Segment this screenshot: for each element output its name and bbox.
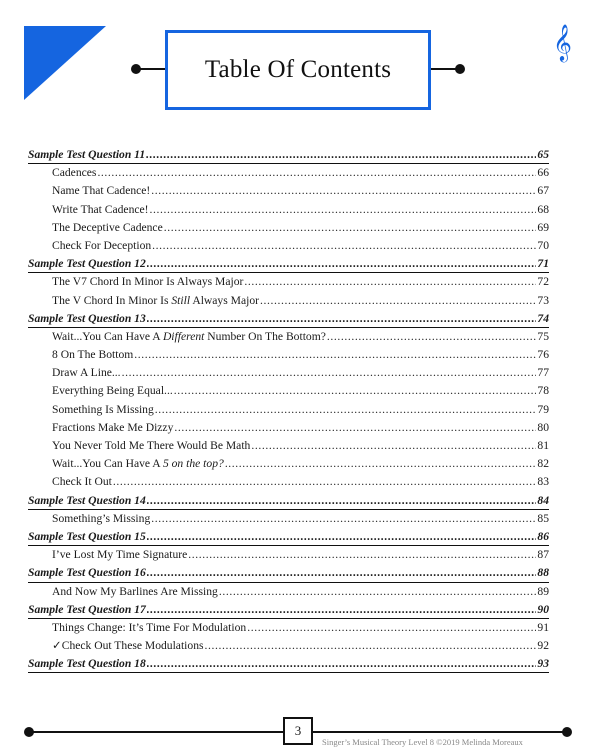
- toc-page-number: 87: [537, 548, 549, 562]
- toc-title-part: Sample Test Question 16: [28, 566, 146, 580]
- dot-leader: [152, 237, 536, 255]
- toc-title-part: Draw A Line...: [52, 366, 121, 380]
- toc-entry-row[interactable]: [28, 619, 549, 637]
- dot-leader: [151, 182, 536, 200]
- toc-entry-title: [52, 455, 224, 473]
- toc-title-part: The V Chord In Minor Is: [52, 293, 172, 307]
- toc-title-part: You Never Told Me There Would Be Math: [52, 439, 251, 452]
- toc-title-part: Sample Test Question 14: [28, 493, 146, 507]
- dot-leader: [205, 637, 537, 655]
- toc-entry-title: [52, 364, 121, 382]
- toc-entry-row[interactable]: [28, 473, 549, 491]
- footer-credit: Singer’s Musical Theory Level 8 ©2019 Melinda Moreaux: [322, 737, 523, 747]
- dot-leader: [113, 473, 537, 491]
- toc-entry-title: [52, 419, 173, 437]
- toc-page-number: 92: [537, 639, 549, 653]
- toc-page-number: 70: [537, 238, 549, 252]
- toc-entry-title: [28, 564, 146, 582]
- toc-title-part: The Deceptive Cadence: [52, 220, 163, 234]
- toc-page-number: 78: [537, 384, 549, 398]
- dot-leader: [147, 528, 537, 546]
- toc-page-number: 67: [537, 184, 549, 198]
- toc-entry-title: [52, 201, 149, 219]
- toc-title-part: Wait...You Can Have A: [52, 329, 163, 343]
- toc-section-row[interactable]: [28, 528, 549, 546]
- dot-leader: [150, 201, 537, 219]
- toc-page-number: 65: [537, 148, 549, 161]
- toc-entry-title: [52, 437, 250, 455]
- toc-title-part: I’ve Lost My Time Signature: [52, 548, 188, 562]
- toc-page-number: 81: [537, 439, 549, 452]
- toc-title-part: Sample Test Question 18: [28, 657, 146, 671]
- toc-entry-title: [52, 273, 243, 291]
- toc-entry-row[interactable]: [28, 437, 549, 455]
- toc-title-part: ✓Check Out These Modulations: [52, 639, 204, 653]
- dot-leader: [327, 328, 537, 346]
- toc-page-number: 83: [537, 475, 549, 489]
- toc-page-number: 74: [537, 311, 549, 325]
- toc-entry-row[interactable]: [28, 364, 549, 382]
- toc-entry-title: [28, 255, 146, 273]
- toc-title-part: 8 On The Bottom: [52, 348, 134, 362]
- toc-entry-row[interactable]: [28, 510, 549, 528]
- toc-title-part: Still: [171, 293, 191, 307]
- page-number-box: [283, 717, 313, 745]
- toc-title-part: Fractions Make Me Dizzy: [52, 420, 174, 434]
- toc-entry-row[interactable]: [28, 419, 549, 437]
- toc-entry-row[interactable]: [28, 328, 549, 346]
- treble-clef-icon: 𝄞: [553, 23, 572, 61]
- toc-section-row[interactable]: [28, 601, 549, 619]
- dot-leader: [147, 564, 537, 582]
- toc-entry-row[interactable]: [28, 583, 549, 601]
- dot-leader: [174, 419, 536, 437]
- toc-entry-title: [28, 601, 146, 619]
- toc-section-row[interactable]: [28, 492, 549, 510]
- toc-entry-title: [28, 310, 146, 328]
- toc-title-part: Something Is Missing: [52, 402, 154, 416]
- toc-section-row[interactable]: [28, 655, 549, 673]
- toc-entry-row[interactable]: [28, 164, 549, 182]
- dot-leader: [219, 583, 537, 601]
- dot-leader: [244, 273, 536, 291]
- toc-entry-title: [52, 346, 133, 364]
- dot-leader: [164, 219, 537, 237]
- toc-entry-title: [52, 164, 96, 182]
- page-number: 3: [294, 723, 302, 738]
- toc-title-part: The V7 Chord In Minor Is Always Major: [52, 275, 244, 289]
- toc-title-part: Check It Out: [52, 475, 112, 489]
- footer-dot-left: [24, 727, 34, 737]
- toc-title-part: Sample Test Question 15: [28, 529, 146, 543]
- toc-entry-row[interactable]: [28, 455, 549, 473]
- dot-leader: [251, 437, 536, 455]
- toc-title-part: Cadences: [52, 166, 97, 180]
- dot-leader: [146, 146, 536, 164]
- toc-page-number: 77: [537, 366, 549, 380]
- toc-page-number: 73: [537, 293, 549, 307]
- toc-section-row[interactable]: [28, 564, 549, 582]
- toc-entry-row[interactable]: [28, 637, 549, 655]
- toc-title-part: Sample Test Question 13: [28, 311, 146, 325]
- toc-entry-title: [52, 619, 246, 637]
- dot-leader: [147, 310, 537, 328]
- toc-page-number: 80: [537, 420, 549, 434]
- toc-page-number: 85: [537, 511, 549, 525]
- toc-entry-row[interactable]: [28, 237, 549, 255]
- toc-title-part: Something’s Missing: [52, 511, 151, 525]
- toc-entry-title: [52, 546, 187, 564]
- dot-leader: [147, 255, 537, 273]
- toc-entry-title: [52, 292, 259, 310]
- toc-section-row[interactable]: [28, 310, 549, 328]
- dot-leader: [260, 292, 536, 310]
- title-box: [165, 30, 431, 110]
- title-dot-right: [455, 64, 465, 74]
- toc-page-number: 79: [537, 402, 549, 416]
- toc-entry-title: [52, 328, 326, 346]
- dot-leader: [174, 382, 537, 400]
- toc-entry-row[interactable]: [28, 346, 549, 364]
- toc-section-row[interactable]: [28, 255, 549, 273]
- toc-section-row[interactable]: [28, 146, 549, 164]
- toc-entry-title: [28, 528, 146, 546]
- toc-title-part: And Now My Barlines Are Missing: [52, 584, 218, 598]
- toc-entry-title: [28, 146, 145, 164]
- toc-entry-title: [52, 219, 163, 237]
- toc-entry-title: [52, 583, 218, 601]
- toc-entry-row[interactable]: [28, 219, 549, 237]
- toc-page-number: 89: [537, 584, 549, 598]
- toc-title-part: Always Major: [190, 293, 259, 307]
- toc-entry-title: [52, 637, 204, 655]
- toc-title-part: Sample Test Question 11: [28, 148, 146, 161]
- toc-page-number: 93: [537, 657, 549, 671]
- toc-entry-title: [28, 655, 146, 673]
- corner-triangle-decoration: [24, 26, 106, 100]
- toc-entry-row[interactable]: [28, 201, 549, 219]
- dot-leader: [97, 164, 536, 182]
- toc-title-part: Wait...You Can Have A: [52, 457, 163, 471]
- toc-page-number: 88: [537, 566, 549, 580]
- toc-page-number: 68: [537, 202, 549, 216]
- toc-entry-row[interactable]: [28, 292, 549, 310]
- toc-page-number: 76: [537, 348, 549, 362]
- toc-page-number: 91: [537, 620, 549, 634]
- toc-page-number: 82: [537, 457, 549, 471]
- page-title: Table Of Contents: [204, 56, 392, 83]
- toc-title-part: Number On The Bottom?: [204, 329, 326, 343]
- toc-title-part: Everything Being Equal...: [52, 384, 173, 398]
- title-dot-left: [131, 64, 141, 74]
- toc-entry-title: [52, 473, 112, 491]
- toc-title-part: Sample Test Question 12: [28, 257, 146, 271]
- table-of-contents: [28, 146, 549, 673]
- toc-entry-title: [52, 237, 151, 255]
- toc-title-part: Write That Cadence!: [52, 202, 149, 216]
- dot-leader: [147, 601, 537, 619]
- footer-dot-right: [562, 727, 572, 737]
- toc-page-number: 69: [537, 220, 549, 234]
- dot-leader: [225, 455, 537, 473]
- toc-title-part: Name That Cadence!: [52, 184, 151, 198]
- toc-entry-title: [52, 510, 150, 528]
- toc-entry-title: [52, 182, 150, 200]
- toc-page-number: 86: [537, 529, 549, 543]
- dot-leader: [134, 346, 536, 364]
- toc-entry-title: [28, 492, 146, 510]
- dot-leader: [147, 655, 537, 673]
- toc-page-number: 90: [537, 602, 549, 616]
- dot-leader: [188, 546, 536, 564]
- toc-entry-row[interactable]: [28, 401, 549, 419]
- toc-page-number: 72: [537, 275, 549, 289]
- toc-entry-row[interactable]: [28, 382, 549, 400]
- dot-leader: [147, 492, 537, 510]
- toc-entry-row[interactable]: [28, 182, 549, 200]
- toc-entry-title: [52, 401, 154, 419]
- toc-entry-row[interactable]: [28, 273, 549, 291]
- toc-page-number: 71: [537, 257, 549, 271]
- dot-leader: [151, 510, 536, 528]
- dot-leader: [155, 401, 537, 419]
- toc-page-number: 66: [537, 166, 549, 180]
- toc-title-part: Things Change: It’s Time For Modulation: [52, 620, 247, 634]
- dot-leader: [122, 364, 537, 382]
- toc-title-part: Different: [162, 329, 205, 343]
- toc-page-number: 75: [537, 329, 549, 343]
- toc-entry-title: [52, 382, 173, 400]
- toc-title-part: Sample Test Question 17: [28, 602, 146, 616]
- toc-entry-row[interactable]: [28, 546, 549, 564]
- toc-title-part: Check For Deception: [52, 238, 152, 252]
- toc-title-part: 5 on the top?: [162, 457, 224, 471]
- toc-page-number: 84: [537, 493, 549, 507]
- dot-leader: [247, 619, 536, 637]
